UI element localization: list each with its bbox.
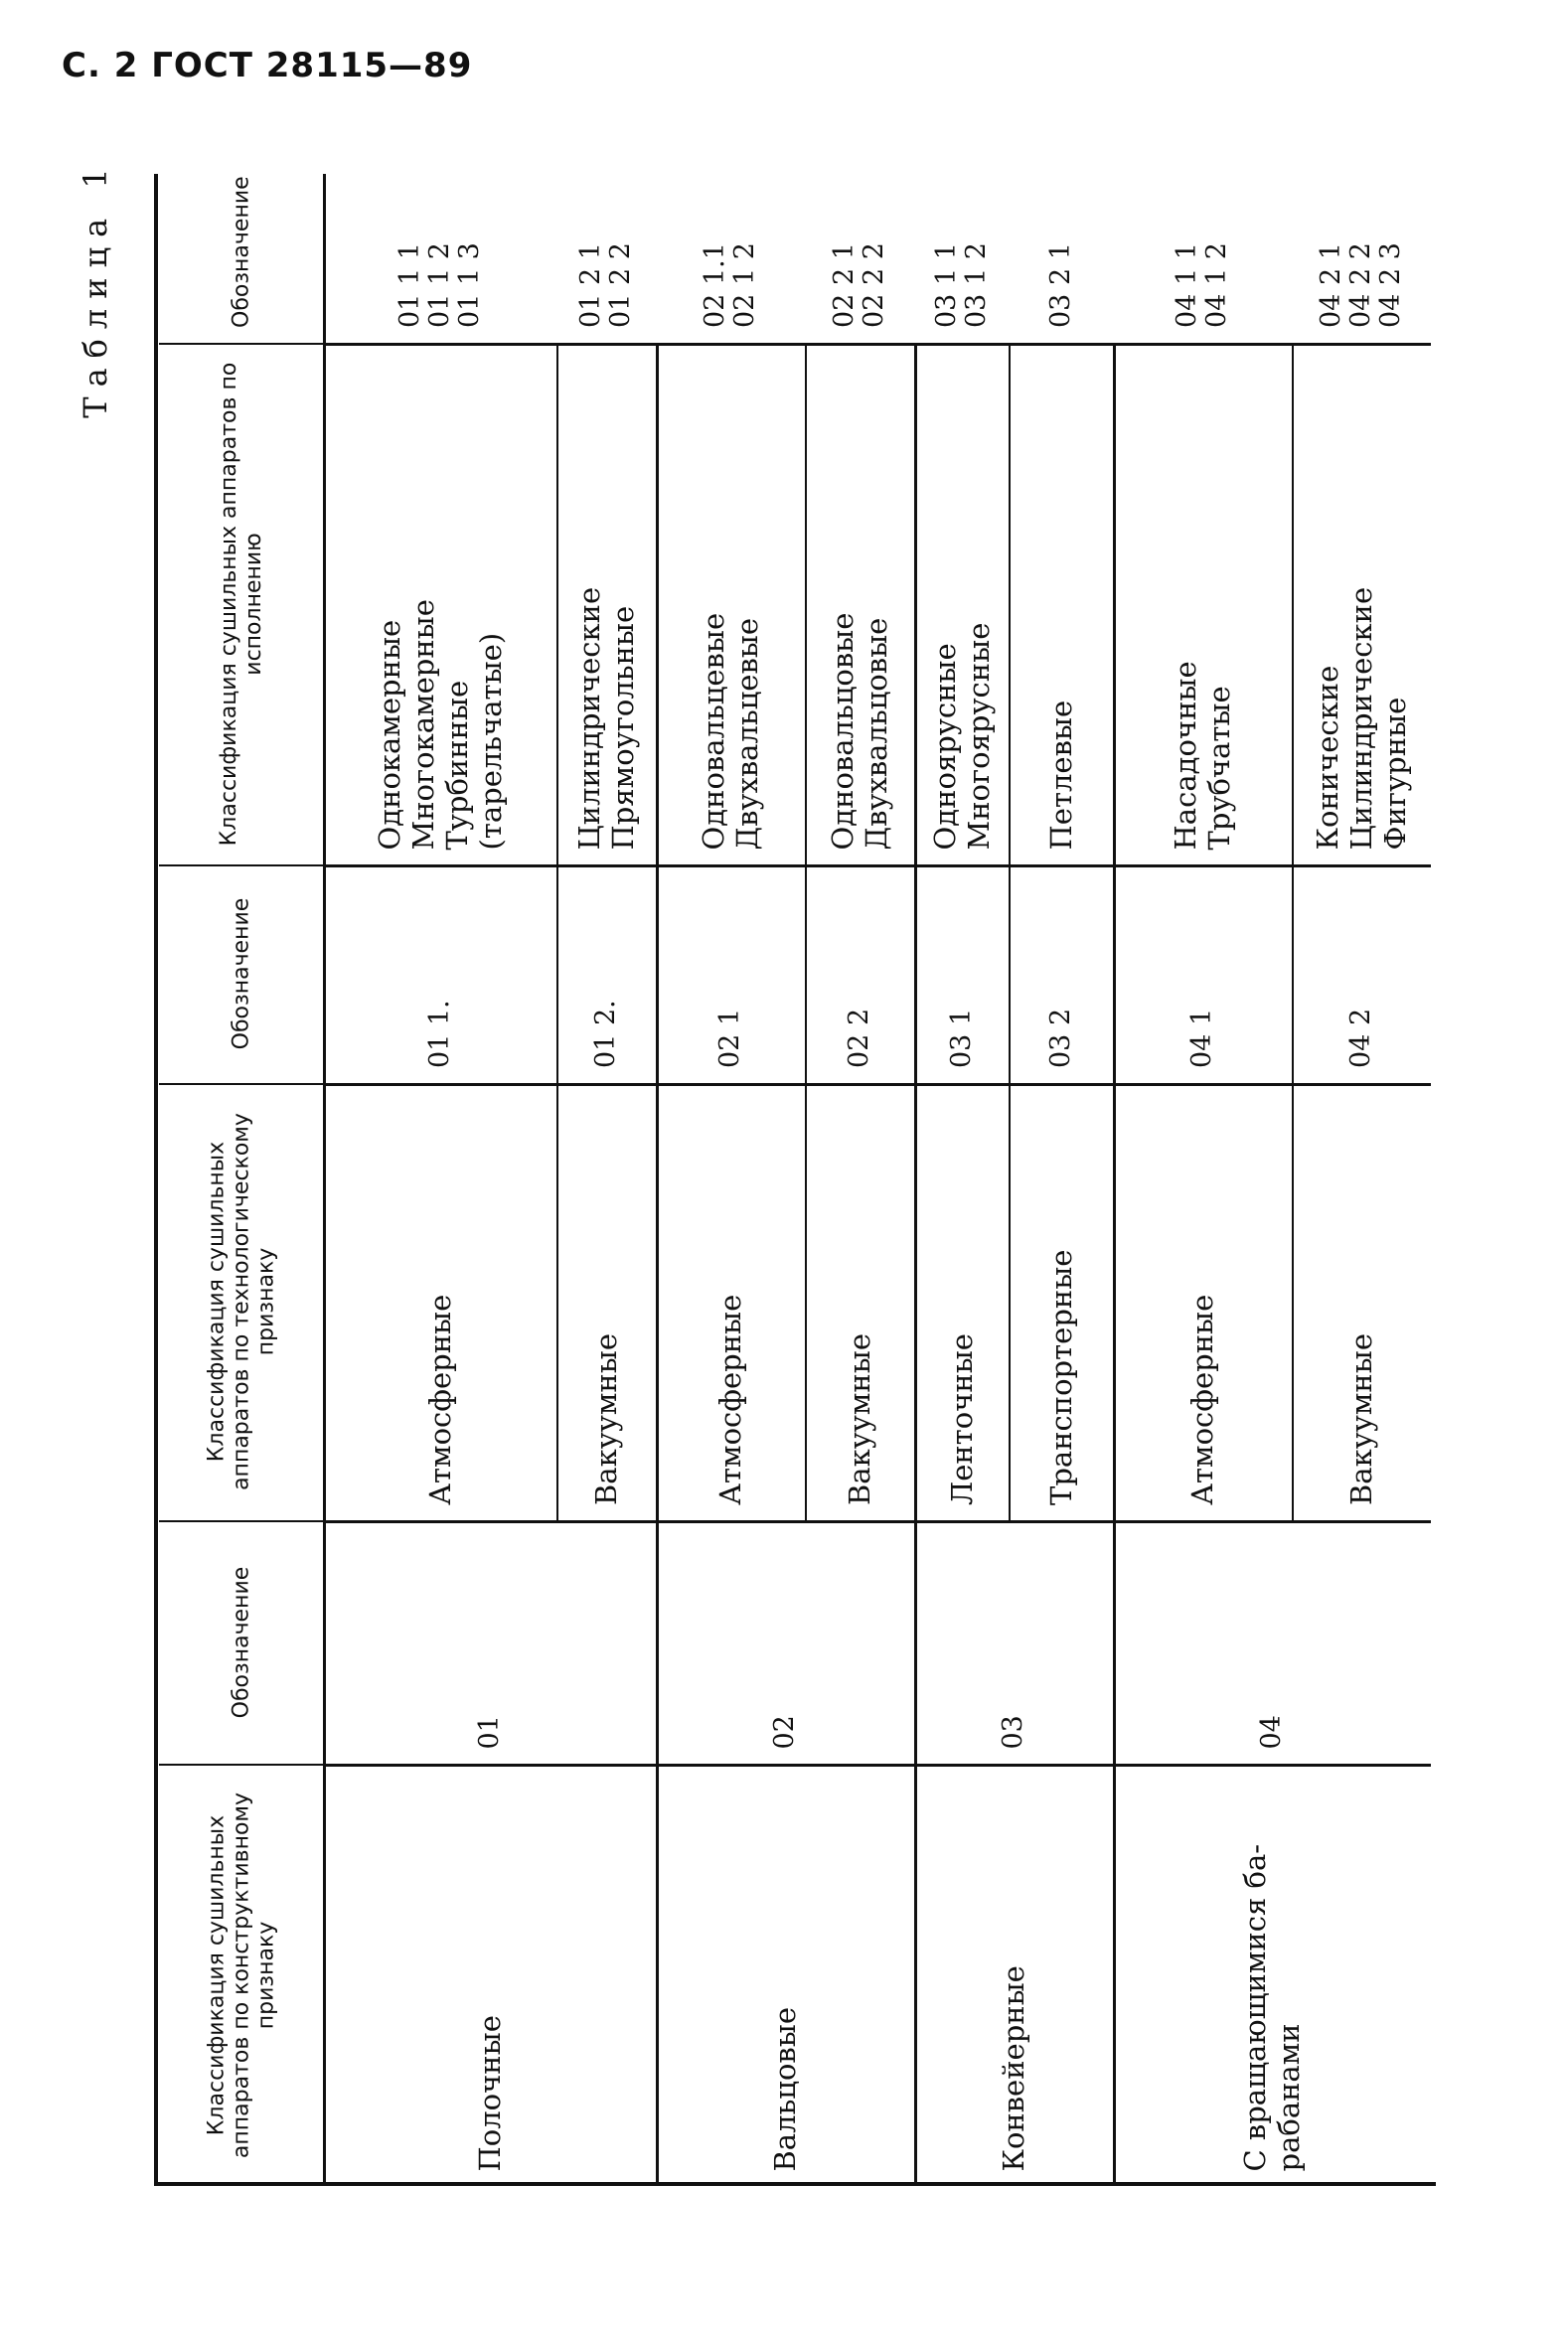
subgroup-code-text: 04 2 [1345,1008,1376,1068]
subgroup-name-text: Вакуумные [843,1333,876,1505]
subgroup-name [914,1083,1009,1520]
subgroup-code [1009,864,1113,1083]
subgroup-name [1009,1083,1113,1520]
execution-items [556,343,656,864]
execution-items [805,343,914,864]
column-header-6-text: Обозначение [229,176,253,328]
subgroup-code-text: 02 2 [844,1008,874,1068]
execution-items [1292,343,1431,864]
subgroup-name-text: Атмосферные [422,1294,457,1505]
execution-codes-line: 04 2 1 [1316,242,1346,328]
table-caption-text: Таблица 1 [77,158,114,418]
group-code-1-text: 01 [473,1714,505,1749]
execution-items-line: Двухвальцевые [730,617,764,850]
subgroup-name-text: Атмосферные [713,1294,747,1505]
execution-codes [914,174,1009,343]
execution-codes [1292,174,1431,343]
execution-codes-line: 01 1 2 [423,242,455,328]
execution-items [1009,343,1113,864]
column-header-5-text: Классификация сушильных аппаратов по исполнению [216,362,266,846]
execution-items [323,343,556,864]
execution-codes [323,174,556,343]
column-header-4-text: Обозначение [229,897,253,1050]
group-code-3-text: 03 [998,1714,1028,1749]
execution-items-line: Насадочные [1169,660,1202,850]
execution-items [656,343,805,864]
group-name-4 [1113,1764,1431,2186]
subgroup-code-text: 03 1 [945,1008,977,1068]
group-name-3-text: Конвейерные [997,1964,1030,2171]
column-header-1 [159,1764,323,2186]
group-code-1 [323,1520,656,1764]
execution-items-line: Прямоугольные [606,605,640,850]
execution-items-line: Многоярусные [961,622,996,850]
execution-codes [556,174,656,343]
group-name-4-line: С вращающимися ба- [1238,1843,1272,2171]
subgroup-code-text: 01 1. [423,1000,455,1068]
subgroup-name [556,1083,656,1520]
column-header-3 [159,1083,323,1520]
column-header-1-text: Классификация сушильных аппаратов по конструктивному признаку [204,1792,278,2158]
execution-codes [1009,174,1113,343]
group-code-4 [1113,1520,1431,1764]
column-header-5 [159,343,323,864]
subgroup-code [1113,864,1292,1083]
subgroup-name [323,1083,556,1520]
execution-codes-line: 02 1 2 [729,242,760,328]
subgroup-name-text: Вакуумные [589,1333,623,1505]
execution-codes-line: 04 1 1 [1172,242,1202,328]
execution-items-line: Одноярусные [927,642,962,850]
group-name-1 [323,1764,656,2186]
subgroup-code [1292,864,1431,1083]
group-name-2 [656,1764,914,2186]
execution-items [914,343,1009,864]
execution-codes-line: 03 1 1 [930,242,962,328]
execution-codes-line: 04 2 2 [1345,242,1376,328]
column-header-2 [159,1520,323,1764]
subgroup-code-text: 01 2. [590,1000,621,1068]
execution-codes-line: 01 2 1 [575,242,606,328]
group-code-2 [656,1520,914,1764]
subgroup-code-text: 02 1 [714,1008,745,1068]
group-code-3 [914,1520,1113,1764]
execution-codes-line: 01 1 1 [393,242,425,328]
execution-codes-line: 04 1 2 [1201,242,1232,328]
execution-codes-line: 01 1 3 [453,242,485,328]
execution-items-line: Трубчатые [1202,685,1236,850]
execution-items-line: Конические [1311,665,1344,850]
execution-codes-line: 03 2 1 [1044,242,1076,328]
subgroup-name-text: Транспортерные [1043,1249,1078,1505]
subgroup-code [656,864,805,1083]
execution-items-line: Цилиндрические [572,586,606,850]
subgroup-code [914,864,1009,1083]
group-name-1-text: Полочные [472,2014,507,2171]
subgroup-code [556,864,656,1083]
execution-codes-line: 02 2 1 [829,242,860,328]
page-header: С. 2 ГОСТ 28115—89 [62,46,473,85]
column-header-4 [159,864,323,1083]
group-code-2-text: 02 [769,1714,800,1749]
execution-codes-line: 02 1.1 [700,242,730,328]
subgroup-code-text: 03 2 [1044,1008,1076,1068]
execution-codes-line: 04 2 3 [1375,242,1406,328]
execution-items-line: Двухвальцовые [860,617,893,850]
execution-codes [805,174,914,343]
subgroup-name-text: Атмосферные [1185,1294,1219,1505]
execution-codes [1113,174,1292,343]
group-code-4-text: 04 [1256,1714,1287,1749]
execution-items-line: Фигурные [1378,697,1412,850]
subgroup-code-text: 04 1 [1186,1008,1217,1068]
column-header-6 [159,174,323,343]
subgroup-name [1113,1083,1292,1520]
subgroup-code [323,864,556,1083]
execution-codes-line: 02 2 2 [859,242,889,328]
execution-items-line: Одновальцевые [697,612,730,850]
table-caption [66,158,125,418]
execution-items-line: Одновальцовые [826,612,860,850]
execution-items-line: Цилиндрические [1344,586,1378,850]
subgroup-code [805,864,914,1083]
group-name-3 [914,1764,1113,2186]
column-header-2-text: Обозначение [229,1566,253,1718]
subgroup-name-text: Вакуумные [1344,1333,1378,1505]
group-name-4-line: рабанами [1272,2022,1306,2171]
group-name-2-text: Вальцовые [768,2006,802,2171]
table-border-top [154,174,158,2186]
execution-items-line: (тарельчатые) [473,632,508,850]
subgroup-name [1292,1083,1431,1520]
column-header-3-text: Классификация сушильных аппаратов по технологическому признаку [204,1113,278,1490]
execution-items [1113,343,1292,864]
execution-codes [656,174,805,343]
subgroup-name [656,1083,805,1520]
execution-items-line: Однокамерные [372,619,406,850]
execution-codes-line: 03 1 2 [960,242,992,328]
execution-items-line: Турбинные [439,680,474,850]
subgroup-name-text: Ленточные [944,1333,979,1505]
subgroup-name [805,1083,914,1520]
execution-items-line: Многокамерные [405,598,440,850]
execution-codes-line: 01 2 2 [605,242,636,328]
execution-items-line: Петлевые [1043,700,1078,850]
